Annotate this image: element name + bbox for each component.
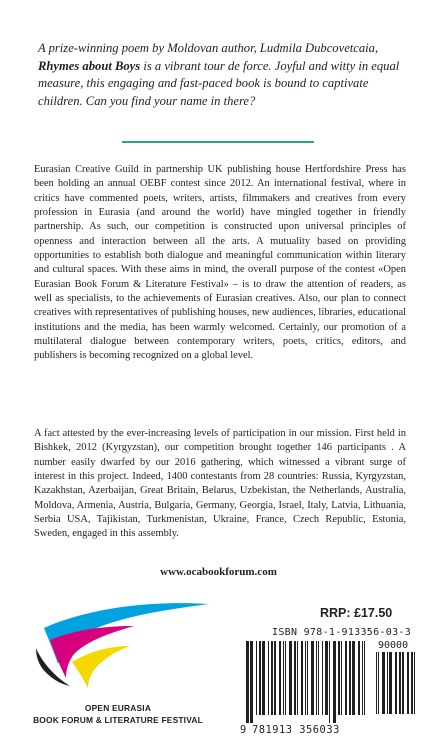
isbn-label: ISBN 978-1-913356-03-3	[272, 627, 412, 638]
section-divider	[122, 141, 314, 143]
blurb-intro: A prize-winning poem by Moldovan author, Ludmila Dubcovetcaia,	[38, 41, 379, 55]
barcode-bar	[301, 641, 303, 715]
barcode-bar	[329, 641, 330, 723]
barcode-addon-icon	[376, 652, 420, 722]
barcode-first-digit: 9	[240, 724, 247, 736]
price-label: RRP: £17.50	[320, 606, 393, 620]
barcode-bar	[318, 641, 319, 715]
barcode-bar	[362, 641, 363, 715]
barcode-bar	[358, 641, 360, 715]
barcode-bar	[378, 652, 379, 714]
barcode-bar	[414, 652, 415, 714]
barcode-bar	[246, 641, 249, 723]
barcode-bar	[325, 641, 328, 715]
barcode-bar	[307, 641, 308, 715]
barcode-bar	[333, 641, 336, 723]
website-url: www.ocabookforum.com	[160, 566, 277, 578]
barcode-bar	[402, 652, 404, 714]
barcode-bar	[399, 652, 401, 714]
barcode-bar	[382, 652, 385, 714]
barcode-bar	[250, 641, 253, 723]
barcode-bar	[341, 641, 342, 715]
barcode-bar	[268, 641, 269, 715]
barcode-bar	[285, 641, 286, 715]
barcode-bar	[262, 641, 265, 715]
barcode-bar	[259, 641, 261, 715]
logo-wave-yellow	[72, 646, 130, 688]
barcode-bar	[289, 641, 292, 715]
barcode-bar	[279, 641, 281, 715]
blurb	[38, 40, 410, 110]
barcode-bar	[407, 652, 409, 714]
barcode-bar	[256, 641, 257, 715]
logo-text-line1: OPEN EURASIA	[84, 703, 152, 713]
barcode-bar	[274, 641, 276, 715]
blurb-rest: is a vibrant tour de force. Joyful and witty in equal measure, this engaging and fast-paced book is bound to captivate children. Can you find your name in there?	[38, 58, 400, 108]
barcode-addon-digits: 90000	[378, 640, 409, 651]
barcode-bar	[352, 641, 355, 715]
barcode-bar	[283, 641, 284, 715]
barcode-bar	[322, 641, 323, 715]
festival-logo-icon	[14, 590, 214, 700]
barcode-bar	[294, 641, 296, 715]
barcode-bar	[387, 652, 388, 714]
logo-text-line2: BOOK FORUM & LITERATURE FESTIVAL	[33, 715, 203, 725]
barcode-bar	[345, 641, 347, 715]
barcode-bar	[395, 652, 397, 714]
barcode-bar	[338, 641, 340, 715]
barcode-digits: 781913 356033	[252, 724, 340, 736]
book-title: Rhymes about Boys	[38, 58, 141, 73]
barcode-bar	[305, 641, 306, 715]
barcode-icon	[246, 641, 370, 723]
barcode-bar	[316, 641, 317, 715]
barcode-bar	[297, 641, 298, 715]
barcode-bar	[411, 652, 413, 714]
barcode-bar	[311, 641, 314, 715]
barcode-bar	[389, 652, 392, 714]
barcode-bar	[364, 641, 365, 715]
paragraph-about-guild: Eurasian Creative Guild in partnership UK publishing house Hertfordshire Press has been holding an annual OEBF contest since 2012. An international festival, where in critics have commented poets, writers, artists, filmmakers and creatives from every profession in Eurasia (and around the world) have mingled together in friendly partnership. As such, our competition is constructed upon universal principles of openness and interaction between all the arts. A mutuality based on providing opportunities to establish both dialogue and meaningful communication within literary and cultural spaces. With these aims in mind, the overall purpose of the contest «Open Eurasian Book Forum & Literature Festival» – is to draw the attention of readers, as well as specialists, to the achievements of Eurasian creatives. Also, our plan to connect creatives with representatives of publishing houses, new audiences, libraries, educational institutions and the media, has been warmly welcomed. Certainly, our promotion of a multilateral dialogue between contemporary writers, poets, critics, editors, and publishers is becoming recognized on a global level.	[34, 164, 406, 362]
barcode-bar	[349, 641, 351, 715]
paragraph-participation: A fact attested by the ever-increasing levels of participation in our mission. First held in Bishkek, 2012 (Kyrgyzstan), our competition brought together 146 participants . A number easily dwarfed by our 2016 gathering, which witnessed a vibrant surge of interest in this project. Indeed, 1400 contestants from 28 countries: Russia, Kyrgyzstan, Kazakhstan, Azerbaijan, Great Britain, Belarus, Uzbekistan, the Netherlands, Australia, Moldova, Armenia, Austria, Bulgaria, Germany, Georgia, Israel, Italy, Latvia, Lithuania, Serbia USA, Tajikistan, Turkmenistan, Ukraine, France, Czech Republic, Estonia, Sweden, engaged in this assembly.	[34, 428, 406, 540]
barcode-bar	[271, 641, 273, 715]
barcode-bar	[376, 652, 377, 714]
